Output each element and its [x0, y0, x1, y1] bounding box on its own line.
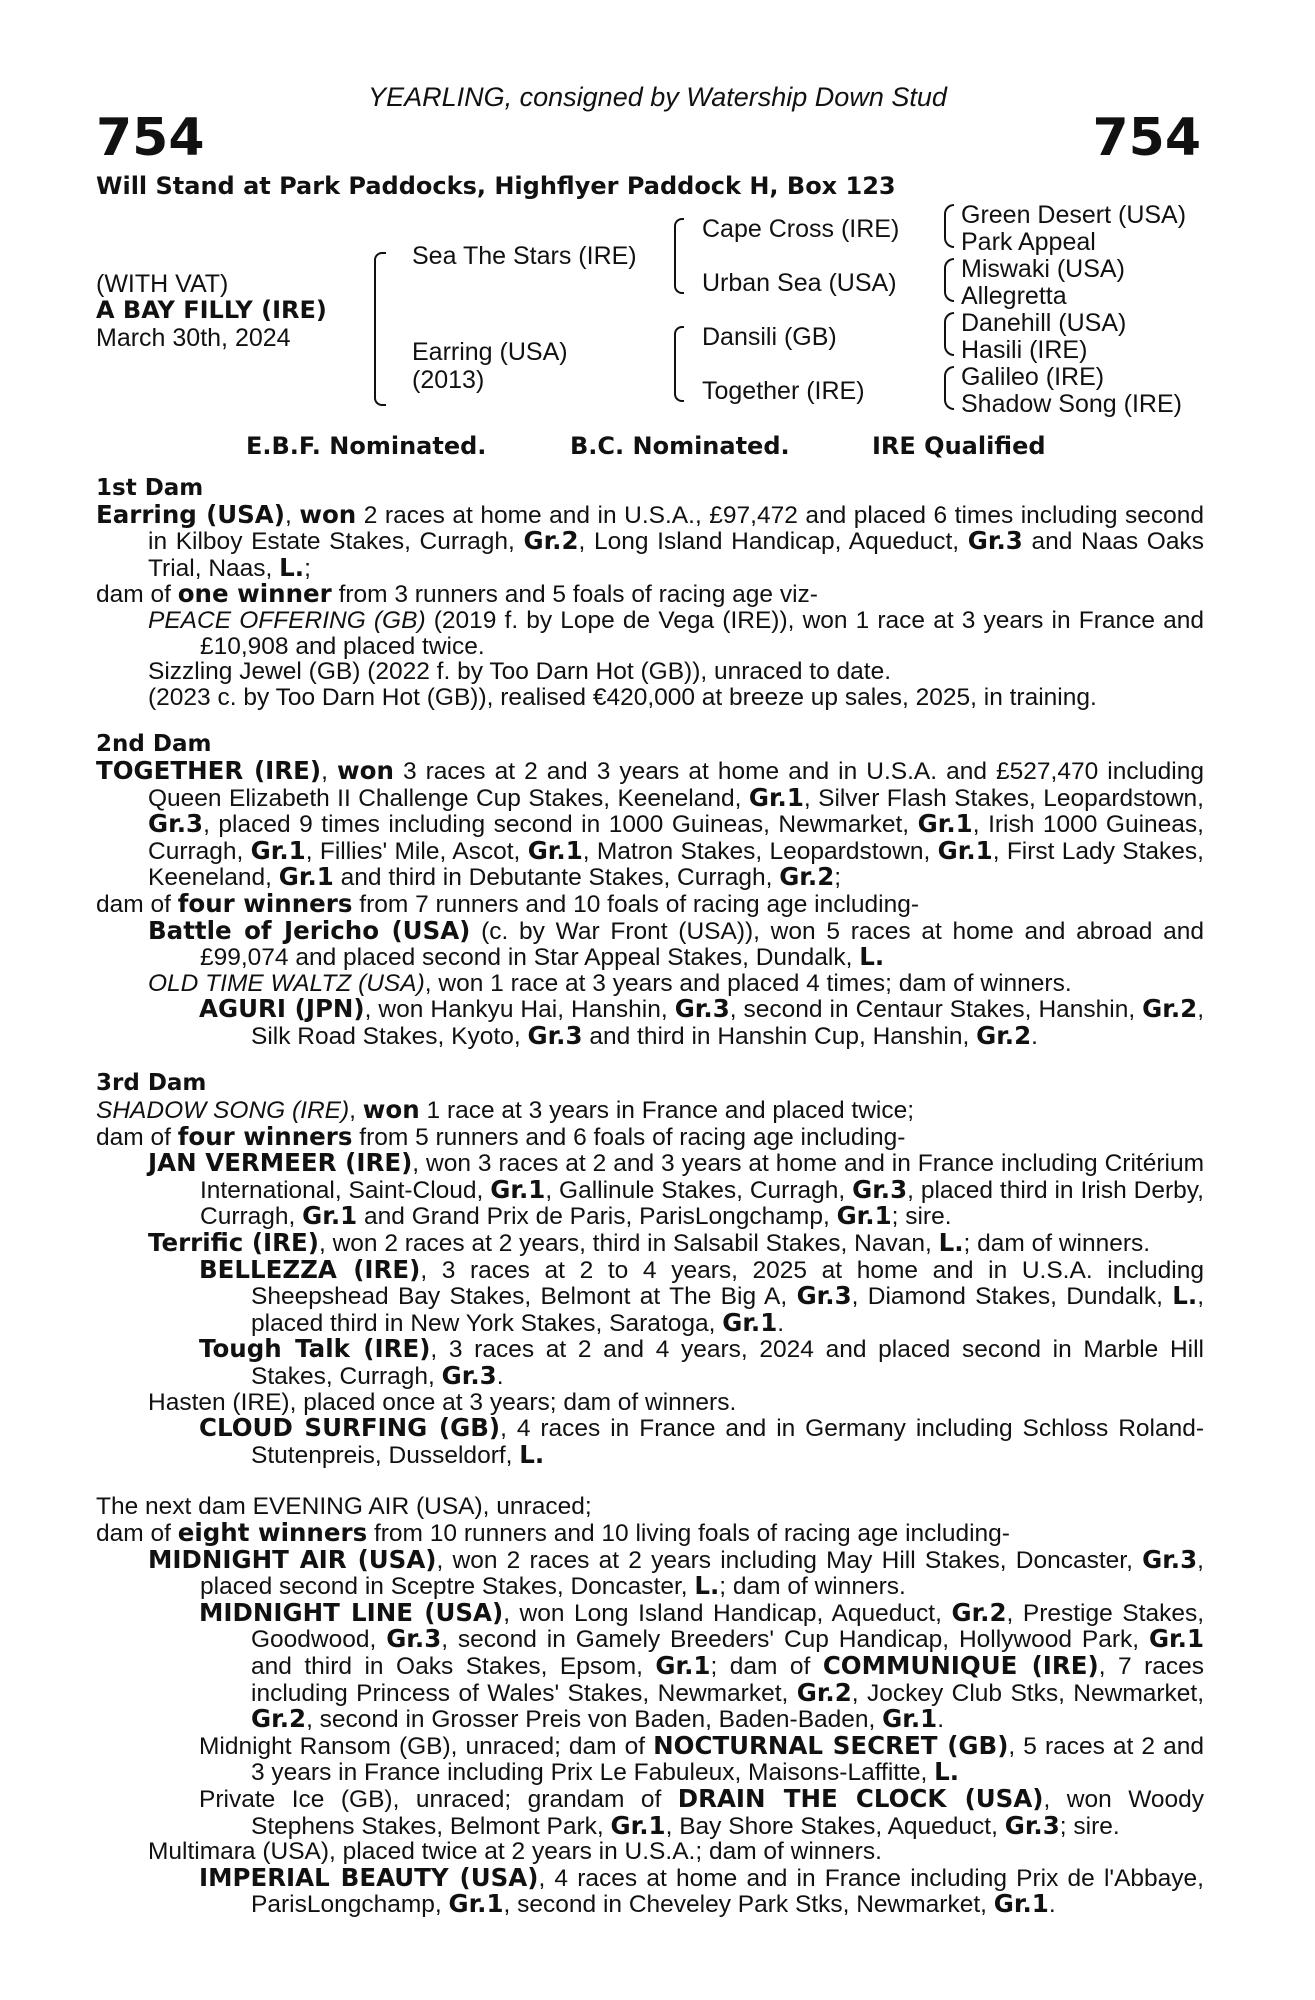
third-dam-name: SHADOW SONG (IRE) [96, 1097, 350, 1125]
stand-location: Will Stand at Park Paddocks, Highflyer Paddock H, Box 123 [96, 172, 896, 200]
second-dam-produce-summary: dam of four winners from 7 runners and 10 foals of racing age including- [96, 888, 920, 918]
produce-entry: Sizzling Jewel (GB) (2022 f. by Too Darn Hot (GB)), unraced to date. [148, 658, 892, 686]
next-dam-produce-summary: dam of eight winners from 10 runners and 10 living foals of racing age including- [96, 1517, 1010, 1547]
third-dam-heading: 3rd Dam [96, 1070, 207, 1097]
pedigree-brace-g4 [944, 366, 954, 410]
produce-entry: Midnight Ransom (GB), unraced; dam of NOCTURNAL SECRET (GB), 5 races at 2 and 3 years in France including Prix Le Fabuleux, Maisons-Laffitte, L. [199, 1730, 1204, 1787]
grandsire-3: Danehill (USA) [961, 309, 1127, 337]
sire: Sea The Stars (IRE) [412, 242, 637, 270]
produce-entry: AGURI (JPN), won Hankyu Hai, Hanshin, Gr.3, second in Centaur Stakes, Hanshin, Gr.2, Silk Road Stakes, Kyoto, Gr.3 and third in Hanshin Cup, Hanshin, Gr.2. [199, 994, 1205, 1050]
granddam-4: Shadow Song (IRE) [961, 390, 1182, 418]
produce-entry: Terrific (IRE), won 2 races at 2 years, third in Salsabil Stakes, Navan, L.; dam of winners. [148, 1228, 1151, 1258]
next-dam-record: The next dam EVENING AIR (USA), unraced; [96, 1493, 592, 1521]
ire-qualified: IRE Qualified [872, 432, 1046, 460]
catalogue-body [96, 476, 1204, 1918]
pedigree-brace-main [374, 252, 386, 406]
produce-entry: IMPERIAL BEAUTY (USA), 4 races at home and in France including Prix de l'Abbaye, ParisLongchamp, Gr.1, second in Cheveley Park Stks, Newmarket, Gr.1. [199, 1862, 1204, 1919]
grandsire-2: Miswaki (USA) [961, 255, 1125, 283]
second-dam-record: TOGETHER (IRE), won 3 races at 2 and 3 years at home and in U.S.A. and £527,470 including Queen Elizabeth II Challenge Cup Stakes, Keeneland, Gr.1, Silver Flash Stakes, Leopardstown, Gr.3, placed 9 times including second in 1000 Guineas, Newmarket, Gr.1, Irish 1000 Guineas, Curragh, Gr.1, Fillies' Mile, Ascot, Gr.1, Matron Stakes, Leopardstown, Gr.1, First Lady Stakes, Keeneland, Gr.1 and third in Debutante Stakes, Curragh, Gr.2; [96, 755, 1204, 892]
vat-note: (WITH VAT) [96, 270, 229, 298]
sire-sire: Cape Cross (IRE) [702, 215, 900, 243]
produce-entry: (2023 c. by Too Darn Hot (GB)), realised €420,000 at breeze up sales, 2025, in training. [148, 683, 1097, 711]
produce-entry: PEACE OFFERING (GB) (2019 f. by Lope de Vega (IRE)), won 1 race at 3 years in France and £10,908 and placed twice. [148, 606, 1205, 660]
second-dam-name: TOGETHER (IRE) [96, 755, 322, 785]
produce-entry: JAN VERMEER (IRE), won 3 races at 2 and 3 years at home and in France including Critérium International, Saint-Cloud, Gr.1, Gallinule Stakes, Curragh, Gr.3, placed third in Irish Derby, Curragh, Gr.1 and Grand Prix de Paris, ParisLongchamp, Gr.1; sire. [148, 1148, 1204, 1231]
pedigree-brace-g3 [944, 312, 954, 356]
first-dam-record: Earring (USA), won 2 races at home and in U.S.A., £97,472 and placed 6 times including second in Kilboy Estate Stakes, Curragh, Gr.2, Long Island Handicap, Aqueduct, Gr.3 and Naas Oaks Trial, Naas, L.; [96, 499, 1204, 582]
pedigree-brace-dam [674, 326, 684, 402]
first-dam-heading: 1st Dam [96, 475, 204, 501]
horse-name: A BAY FILLY (IRE) [96, 296, 327, 324]
third-dam-record: SHADOW SONG (IRE), won 1 race at 3 years in France and placed twice; [96, 1095, 915, 1125]
produce-entry: Hasten (IRE), placed once at 3 years; dam of winners. [148, 1388, 737, 1416]
dam-sire: Dansili (GB) [702, 323, 837, 351]
produce-entry: Tough Talk (IRE), 3 races at 2 and 4 years, 2024 and placed second in Marble Hill Stakes, Curragh, Gr.3. [199, 1334, 1204, 1390]
pedigree-brace-g1 [944, 204, 954, 248]
consignment-line: YEARLING, consigned by Watership Down Stud [368, 82, 947, 112]
produce-entry: OLD TIME WALTZ (USA), won 1 race at 3 years and placed 4 times; dam of winners. [148, 969, 1072, 997]
second-dam-heading: 2nd Dam [96, 731, 212, 758]
dam: Earring (USA) [412, 338, 568, 366]
granddam-3: Hasili (IRE) [961, 336, 1088, 364]
produce-entry: MIDNIGHT LINE (USA), won Long Island Handicap, Aqueduct, Gr.2, Prestige Stakes, Goodwood, Gr.3, second in Gamely Breeders' Cup Handicap, Hollywood Park, Gr.1 and third in Oaks Stakes, Epsom, Gr.1; dam of COMMUNIQUE (IRE), 7 races including Princess of Wales' Stakes, Newmarket, Gr.2, Jockey Club Stks, Newmarket, Gr.2, second in Grosser Preis von Baden, Baden-Baden, Gr.1. [199, 1597, 1205, 1734]
produce-entry: BELLEZZA (IRE), 3 races at 2 to 4 years, 2025 at home and in U.S.A. including Sheepshead Bay Stakes, Belmont at The Big A, Gr.3, Diamond Stakes, Dundalk, L., placed third in New York Stakes, Saratoga, Gr.1. [199, 1254, 1204, 1337]
foaling-date: March 30th, 2024 [96, 324, 291, 352]
sire-dam: Urban Sea (USA) [702, 269, 897, 297]
produce-entry: MIDNIGHT AIR (USA), won 2 races at 2 years including May Hill Stakes, Doncaster, Gr.3, placed second in Sceptre Stakes, Doncaster, L.; dam of winners. [148, 1544, 1204, 1601]
bc-nominated: B.C. Nominated. [570, 432, 790, 460]
granddam-2: Allegretta [961, 282, 1067, 310]
first-dam-produce-summary: dam of one winner from 3 runners and 5 foals of racing age viz- [96, 579, 818, 609]
lot-number-right: 754 [1092, 108, 1201, 168]
ebf-nominated: E.B.F. Nominated. [246, 432, 487, 460]
dam-year: (2013) [412, 366, 485, 394]
lot-number-left: 754 [96, 108, 205, 168]
pedigree-brace-sire [674, 218, 684, 294]
produce-entry: Battle of Jericho (USA) (c. by War Front (USA)), won 5 races at home and abroad and £99,074 and placed second in Star Appeal Stakes, Dundalk, L. [148, 915, 1204, 972]
produce-entry: CLOUD SURFING (GB), 4 races in France and in Germany including Schloss Roland-Stutenpreis, Dusseldorf, L. [199, 1413, 1204, 1469]
granddam-1: Park Appeal [961, 228, 1096, 256]
third-dam-produce-summary: dam of four winners from 5 runners and 6 foals of racing age including- [96, 1121, 906, 1151]
produce-entry: Private Ice (GB), unraced; grandam of DRAIN THE CLOCK (USA), won Woody Stephens Stakes, Belmont Park, Gr.1, Bay Shore Stakes, Aqueduct, Gr.3; sire. [199, 1783, 1205, 1840]
pedigree-brace-g2 [944, 258, 954, 302]
first-dam-name: Earring (USA) [96, 499, 285, 529]
grandsire-4: Galileo (IRE) [961, 363, 1105, 391]
produce-entry: Multimara (USA), placed twice at 2 years in U.S.A.; dam of winners. [148, 1838, 882, 1866]
grandsire-1: Green Desert (USA) [961, 201, 1187, 229]
dam-dam: Together (IRE) [702, 377, 865, 405]
